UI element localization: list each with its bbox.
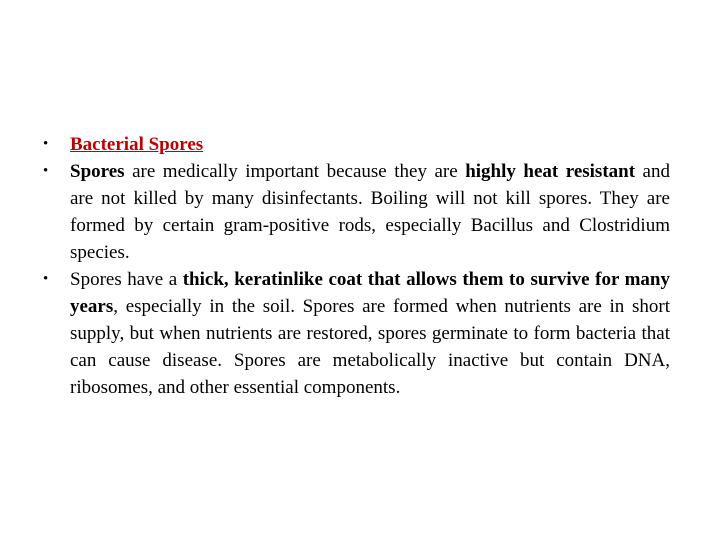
- p1-text-2: and are not killed by many disinfectants. Boiling will not kill spores. They are formed by certain gram-positive rods, especially Bacillus and Clostridium species.: [70, 161, 670, 263]
- bullet-heading: [70, 131, 670, 158]
- bullet-spores-importance: [70, 158, 670, 266]
- p1-bold-spores: Spores: [70, 161, 125, 182]
- bullet-list: [70, 131, 670, 401]
- p1-bold-heat-resistant: highly heat resistant: [465, 161, 636, 182]
- p2-text-1: Spores have a: [70, 269, 183, 290]
- bullet-spores-coat: [70, 266, 670, 401]
- p1-text-1: are medically important because they are: [124, 161, 466, 182]
- p2-text-2: , especially in the soil. Spores are formed when nutrients are in short supply, but when nutrients are restored, spores germinate to form bacteria that can cause disease. Spores are metabolically inactive but contain DNA, ribosomes, and other essential components.: [70, 296, 670, 398]
- p2-bold-coat: thick, keratinlike coat that allows them to survive for many years: [70, 269, 670, 317]
- heading-text: Bacterial Spores: [70, 134, 204, 155]
